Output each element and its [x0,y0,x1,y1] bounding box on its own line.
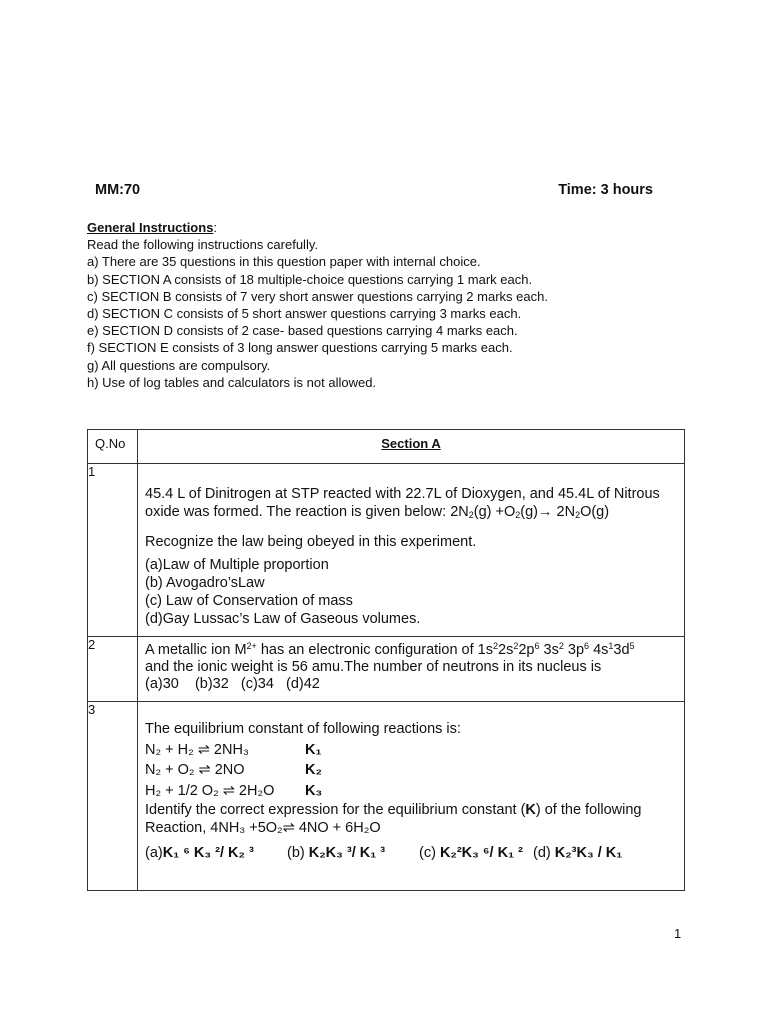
instruction-line: h) Use of log tables and calculators is not allowed. [87,374,377,390]
option-c: (c) Law of Conservation of mass [145,593,353,609]
reaction-equation: N₂ + O₂ ⇌ 2NO [145,762,245,778]
option-d: (d) K₂³K₃ / K₁ [533,845,623,861]
instruction-line: Read the following instructions carefully. [87,237,318,253]
question-number: 1 [88,464,138,637]
reaction-3 [145,781,684,802]
instruction-line: g) All questions are compulsory. [87,357,271,373]
question-row-2 [88,637,685,702]
question-prompt: Recognize the law being obeyed in this experiment. [145,534,477,550]
reaction-constant: K₁ [305,741,322,758]
reaction-equation: H₂ + 1/2 O₂ ⇌ 2H₂O [145,782,275,799]
instruction-line: d) SECTION C consists of 5 short answer questions carrying 3 marks each. [87,306,522,322]
question-body [138,637,684,693]
section-a-table [87,429,685,891]
option-a: (a)Law of Multiple proportion [145,557,329,573]
question-identify: Identify the correct expression for the equilibrium constant (K) of the following [145,802,642,818]
instruction-line: f) SECTION E consists of 3 long answer questions carrying 5 marks each. [87,340,513,356]
option-d: (d)Gay Lussac’s Law of Gaseous volumes. [145,611,421,627]
question-number: 2 [88,637,138,702]
reaction-equation: N₂ + H₂ ⇌ 2NH₃ [145,741,249,758]
question-stem-cont: and the ionic weight is 56 amu.The number of neutrons in its nucleus is [145,659,602,675]
question-options: (a)30 (b)32 (c)34 (d)42 [145,676,320,692]
target-reaction: Reaction, 4NH₃ +5O₂⇌ 4NO + 6H₂O [145,820,381,836]
option-c: (c) K₂²K₃ ⁶/ K₁ ² [419,845,523,861]
reaction-constant: K₃ [305,782,323,799]
instructions-title: General Instructions [87,220,214,235]
question-intro: The equilibrium constant of following reactions is: [145,721,461,737]
reaction-constant: K₂ [305,762,322,778]
page-number: 1 [674,926,682,941]
reaction-1 [145,740,684,761]
option-b: (b) K₂K₃ ³/ K₁ ³ [287,845,386,861]
question-options [145,843,684,864]
question-stem: A metallic ion $M^{2+}$ has an electronic configuration of $1s^22s^22p^6$ $3s^2$ $3p^6$ $4s^13d^5$ [145,641,635,658]
general-instructions [87,219,687,391]
instruction-line: c) SECTION B consists of 7 very short answer questions carrying 2 marks each. [87,288,548,304]
instructions-heading: General Instructions: [87,220,218,235]
section-header: Section A [138,430,685,464]
option-b: (b) Avogadro’sLaw [145,575,265,591]
question-number: 3 [88,702,138,891]
option-a: (a)K₁ ⁶ K₃ ²/ K₂ ³ [145,845,254,861]
max-marks: MM:70 [95,182,141,198]
question-row-1 [88,464,685,637]
question-body [138,702,684,864]
reaction-2 [145,760,684,781]
instruction-line: b) SECTION A consists of 18 multiple-choice questions carrying 1 mark each. [87,271,533,287]
question-row-3 [88,702,685,891]
instruction-line: a) There are 35 questions in this question paper with internal choice. [87,254,481,270]
table-header-row [88,430,685,464]
exam-time: Time: 3 hours [558,182,653,198]
qno-header: Q.No [88,430,138,464]
question-stem: 45.4 L of Dinitrogen at STP reacted with 22.7L of Dioxygen, and 45.4L of Nitrous oxide was formed. The reaction is given below: $2N_2(g) +O_2(g)\to 2N_2O(g)$ [145,486,660,520]
question-body [138,464,684,636]
instruction-line: e) SECTION D consists of 2 case- based questions carrying 4 marks each. [87,323,518,339]
